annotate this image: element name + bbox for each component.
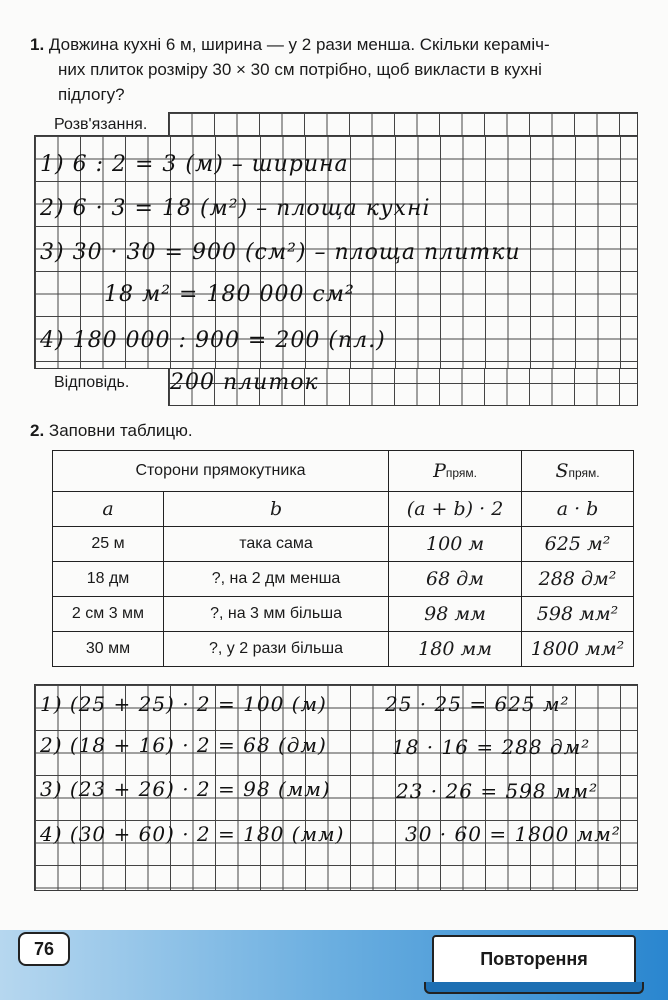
table-formula-row bbox=[53, 492, 634, 527]
task1-text bbox=[30, 32, 550, 57]
cell-p: 180 мм bbox=[389, 632, 522, 667]
col-b-label: b bbox=[164, 492, 389, 527]
cell-b: ?, на 3 мм більша bbox=[164, 597, 389, 632]
answer-label: Відповідь. bbox=[54, 374, 130, 391]
task1-step-4: 4) 180 000 : 900 = 200 (пл.) bbox=[40, 328, 386, 353]
cell-s: 1800 мм² bbox=[522, 632, 634, 667]
header-area: Sпрям. bbox=[522, 451, 634, 492]
task2-area-3: 23 · 26 = 598 мм² bbox=[396, 779, 599, 803]
task2-perimeter-1: 1) (25 + 25) · 2 = 100 (м) bbox=[40, 692, 327, 716]
cell-a: 18 дм bbox=[53, 562, 164, 597]
page-number: 76 bbox=[18, 932, 70, 966]
cell-a: 2 см 3 мм bbox=[53, 597, 164, 632]
task2-perimeter-2: 2) (18 + 16) · 2 = 68 (дм) bbox=[40, 733, 327, 757]
task2-perimeter-4: 4) (30 + 60) · 2 = 180 (мм) bbox=[40, 822, 345, 846]
task2-area-4: 30 · 60 = 1800 мм² bbox=[405, 822, 621, 846]
task1-step-1: 1) 6 : 2 = 3 (м) – ширина bbox=[40, 152, 349, 177]
table-row bbox=[53, 562, 634, 597]
table-header-row bbox=[53, 451, 634, 492]
cell-b: ?, у 2 рази більша bbox=[164, 632, 389, 667]
formula-perimeter: (a + b) · 2 bbox=[389, 492, 522, 527]
task1-answer: 200 плиток bbox=[170, 370, 319, 395]
cell-b: ?, на 2 дм менша bbox=[164, 562, 389, 597]
rectangle-table bbox=[52, 450, 634, 667]
formula-area: a · b bbox=[522, 492, 634, 527]
cell-p: 100 м bbox=[389, 527, 522, 562]
task2-number: 2. bbox=[30, 421, 45, 440]
task1-number: 1. bbox=[30, 35, 45, 54]
task1-conversion: 18 м² = 180 000 см² bbox=[104, 282, 355, 307]
solution-label: Розв'язання. bbox=[54, 116, 148, 133]
cell-b: така сама bbox=[164, 527, 389, 562]
section-book-label: Повторення bbox=[432, 935, 636, 987]
cell-s: 598 мм² bbox=[522, 597, 634, 632]
header-perimeter: Pпрям. bbox=[389, 451, 522, 492]
cell-a: 25 м bbox=[53, 527, 164, 562]
cell-a: 30 мм bbox=[53, 632, 164, 667]
cell-s: 288 дм² bbox=[522, 562, 634, 597]
task1-line3: підлогу? bbox=[58, 85, 125, 104]
header-sides: Сторони прямокутника bbox=[53, 451, 389, 492]
col-a-label: a bbox=[53, 492, 164, 527]
task2-area-1: 25 · 25 = 625 м² bbox=[385, 692, 570, 716]
task2-text bbox=[30, 418, 193, 443]
task2-area-2: 18 · 16 = 288 дм² bbox=[392, 735, 591, 759]
task1-step-3: 3) 30 · 30 = 900 (см²) – площа плитки bbox=[40, 240, 521, 265]
task1-line2: них плиток розміру 30 × 30 см потрібно, щоб викласти в кухні bbox=[58, 60, 542, 79]
task2-perimeter-3: 3) (23 + 26) · 2 = 98 (мм) bbox=[40, 777, 331, 801]
cell-p: 68 дм bbox=[389, 562, 522, 597]
table-row bbox=[53, 597, 634, 632]
task2-prompt: Заповни таблицю. bbox=[48, 421, 193, 440]
table-row bbox=[53, 632, 634, 667]
cell-s: 625 м² bbox=[522, 527, 634, 562]
task1-line1: Довжина кухні 6 м, ширина — у 2 рази менша. Скільки кераміч- bbox=[48, 35, 550, 54]
cell-p: 98 мм bbox=[389, 597, 522, 632]
task1-step-2: 2) 6 · 3 = 18 (м²) – площа кухні bbox=[40, 196, 431, 221]
table-row bbox=[53, 527, 634, 562]
